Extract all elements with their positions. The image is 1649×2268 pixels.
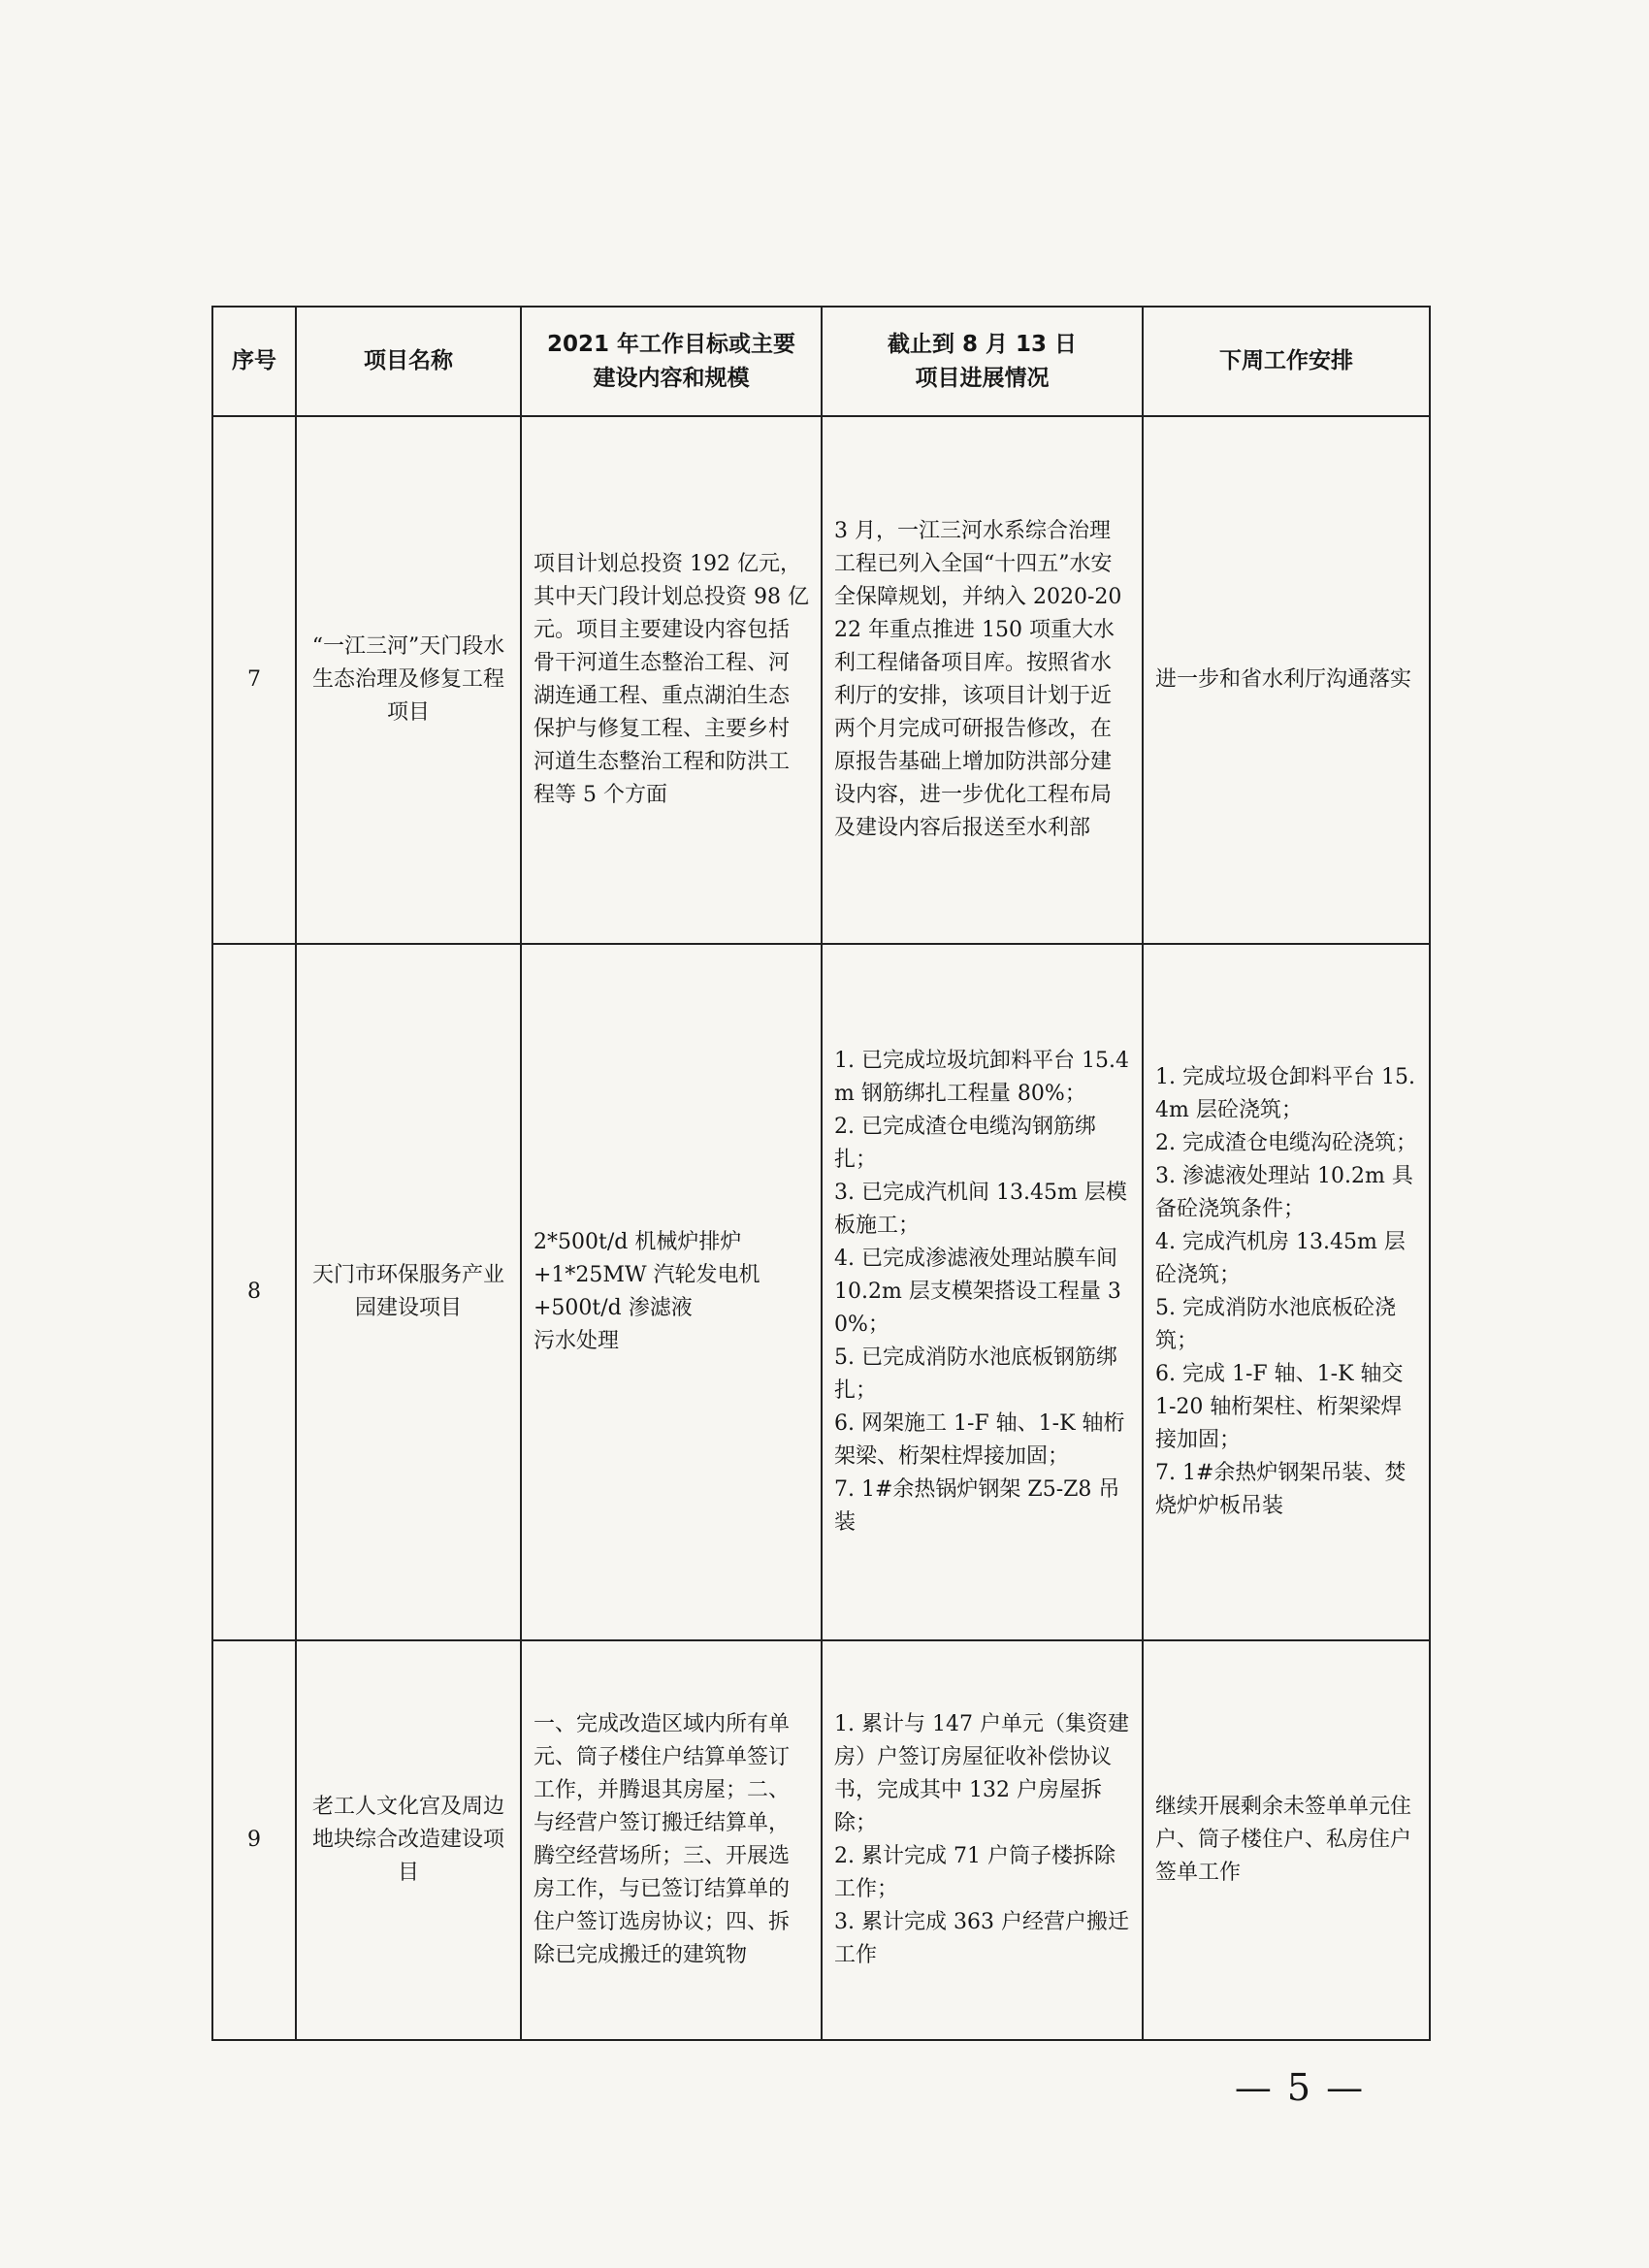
cell-next-week: 进一步和省水利厅沟通落实	[1143, 416, 1430, 944]
cell-target: 项目计划总投资 192 亿元，其中天门段计划总投资 98 亿元。项目主要建设内容包括骨干河道生态整治工程、河湖连通工程、重点湖泊生态保护与修复工程、主要乡村河道生态整治工程和防洪工程等 5 个方面	[521, 416, 822, 944]
header-next-week: 下周工作安排	[1143, 307, 1430, 416]
project-progress-table	[211, 306, 1431, 2041]
table-header-row	[212, 307, 1430, 416]
header-project-name: 项目名称	[296, 307, 521, 416]
cell-project-name: 老工人文化宫及周边地块综合改造建设项目	[296, 1640, 521, 2040]
cell-seq: 7	[212, 416, 296, 944]
cell-progress: 1. 累计与 147 户单元（集资建房）户签订房屋征收补偿协议书，完成其中 132 户房屋拆除； 2. 累计完成 71 户筒子楼拆除工作； 3. 累计完成 363 户经营户搬迁工作	[822, 1640, 1143, 2040]
cell-progress: 1. 已完成垃圾坑卸料平台 15.4m 钢筋绑扎工程量 80%； 2. 已完成渣仓电缆沟钢筋绑扎； 3. 已完成汽机间 13.45m 层模板施工； 4. 已完成渗滤液处理站膜车间 10.2m 层支模架搭设工程量 30%； 5. 已完成消防水池底板钢筋绑扎； 6. 网架施工 1-F 轴、1-K 轴桁架梁、桁架柱焊接加固； 7. 1#余热锅炉钢架 Z5-Z8 吊装	[822, 944, 1143, 1640]
cell-project-name: “一江三河”天门段水生态治理及修复工程项目	[296, 416, 521, 944]
cell-next-week: 继续开展剩余未签单单元住户、筒子楼住户、私房住户签单工作	[1143, 1640, 1430, 2040]
table-row	[212, 1640, 1430, 2040]
cell-seq: 9	[212, 1640, 296, 2040]
table-row	[212, 944, 1430, 1640]
cell-target: 一、完成改造区域内所有单元、筒子楼住户结算单签订工作，并腾退其房屋；二、与经营户签订搬迁结算单，腾空经营场所；三、开展选房工作，与已签订结算单的住户签订选房协议；四、拆除已完成搬迁的建筑物	[521, 1640, 822, 2040]
page-number: — 5 —	[1234, 2066, 1366, 2109]
cell-progress: 3 月，一江三河水系综合治理工程已列入全国“十四五”水安全保障规划，并纳入 2020-2022 年重点推进 150 项重大水利工程储备项目库。按照省水利厅的安排，该项目计划于近两个月完成可研报告修改，在原报告基础上增加防洪部分建设内容，进一步优化工程布局及建设内容后报送至水利部	[822, 416, 1143, 944]
table-row	[212, 416, 1430, 944]
cell-seq: 8	[212, 944, 296, 1640]
cell-target: 2*500t/d 机械炉排炉 +1*25MW 汽轮发电机 +500t/d 渗滤液 污水处理	[521, 944, 822, 1640]
cell-project-name: 天门市环保服务产业园建设项目	[296, 944, 521, 1640]
header-seq: 序号	[212, 307, 296, 416]
cell-next-week: 1. 完成垃圾仓卸料平台 15.4m 层砼浇筑； 2. 完成渣仓电缆沟砼浇筑； 3. 渗滤液处理站 10.2m 具备砼浇筑条件； 4. 完成汽机房 13.45m 层砼浇筑； 5. 完成消防水池底板砼浇筑； 6. 完成 1-F 轴、1-K 轴交 1-20 轴桁架柱、桁架梁焊接加固； 7. 1#余热炉钢架吊装、焚烧炉炉板吊装	[1143, 944, 1430, 1640]
header-progress: 截止到 8 月 13 日 项目进展情况	[822, 307, 1143, 416]
header-target: 2021 年工作目标或主要 建设内容和规模	[521, 307, 822, 416]
